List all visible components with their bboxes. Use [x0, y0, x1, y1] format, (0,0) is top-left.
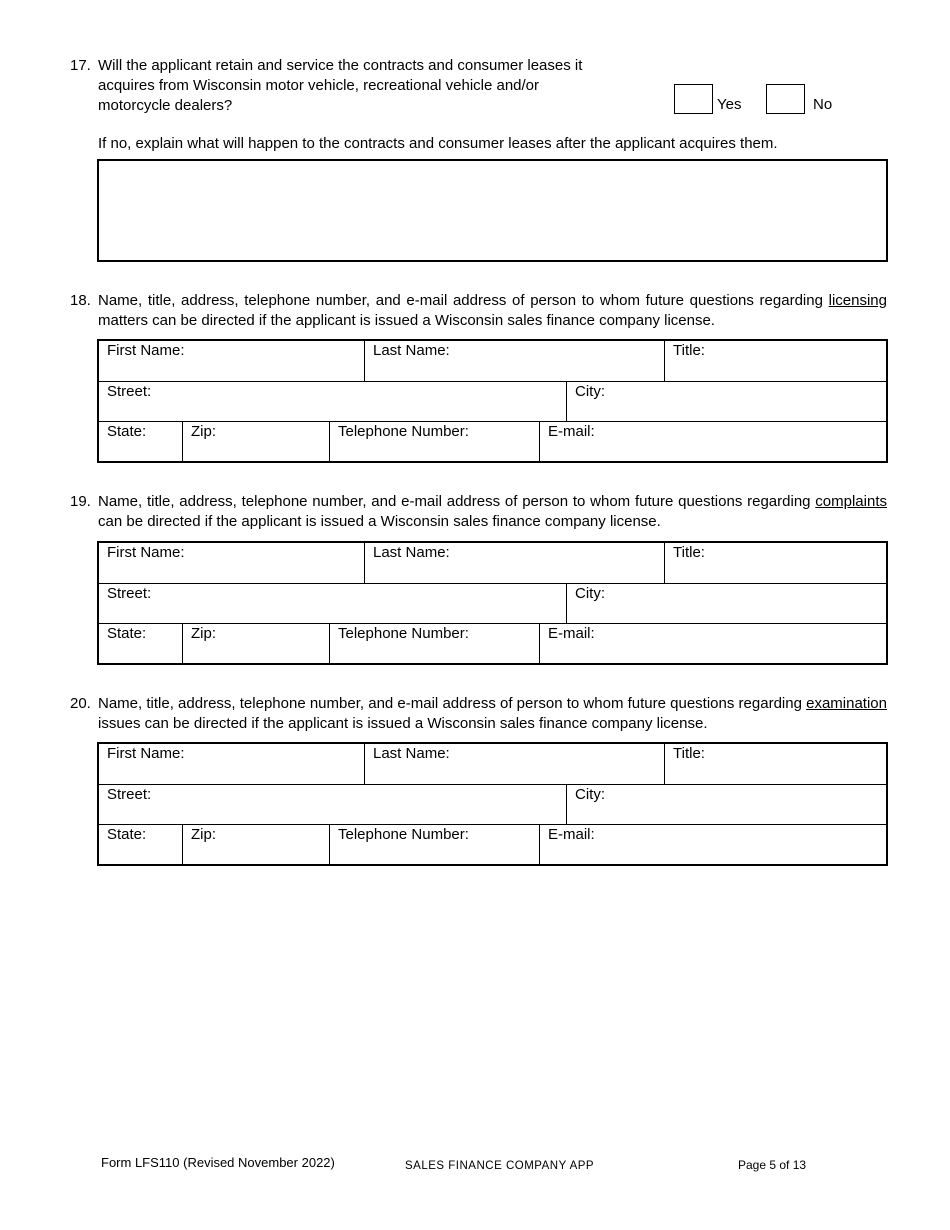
no-checkbox[interactable]: [766, 84, 805, 114]
telephone-field[interactable]: Telephone Number:: [329, 422, 539, 462]
city-field[interactable]: City:: [566, 785, 886, 825]
street-field[interactable]: Street:: [107, 383, 152, 400]
complaints-emphasis: complaints: [815, 493, 887, 510]
footer-page-number: Page 5 of 13: [738, 1158, 807, 1172]
title-field[interactable]: Title:: [664, 543, 886, 583]
email-field[interactable]: E-mail:: [539, 825, 886, 865]
question-20-text: Name, title, address, telephone number, and e-mail address of person to whom future questions regarding examination issues can be directed if the applicant is issued a Wisconsin sales finance company license.: [98, 695, 887, 732]
yes-label: Yes: [717, 96, 742, 113]
question-20-number: 20.: [70, 695, 91, 712]
question-18-number: 18.: [70, 292, 91, 309]
question-18-text: Name, title, address, telephone number, and e-mail address of person to whom future questions regarding licensing matters can be directed if the applicant is issued a Wisconsin sales finance company license.: [98, 292, 887, 329]
question-17-text: Will the applicant retain and service the contracts and consumer leases it acquires from Wisconsin motor vehicle, recreational vehicle and/or motorcycle dealers?: [98, 57, 583, 114]
footer-form-number: Form LFS110 (Revised November 2022): [101, 1155, 335, 1170]
email-field[interactable]: E-mail:: [539, 624, 886, 664]
zip-field[interactable]: Zip:: [182, 422, 329, 462]
email-field[interactable]: E-mail:: [539, 422, 886, 462]
state-field[interactable]: State:: [107, 423, 147, 440]
city-field[interactable]: City:: [566, 584, 886, 624]
title-field[interactable]: Title:: [664, 744, 886, 784]
first-name-field[interactable]: First Name:: [107, 342, 185, 359]
explanation-textarea[interactable]: [97, 159, 888, 262]
question-19-text: Name, title, address, telephone number, and e-mail address of person to whom future questions regarding complaints can be directed if the applicant is issued a Wisconsin sales finance company license.: [98, 493, 887, 530]
question-17-number: 17.: [70, 57, 91, 74]
first-name-field[interactable]: First Name:: [107, 544, 185, 561]
yes-checkbox[interactable]: [674, 84, 713, 114]
footer-title: SALES FINANCE COMPANY APP: [405, 1160, 595, 1172]
telephone-field[interactable]: Telephone Number:: [329, 825, 539, 865]
question-17-explain-prompt: If no, explain what will happen to the contracts and consumer leases after the applicant acquires them.: [98, 135, 778, 152]
no-label: No: [813, 96, 833, 113]
licensing-contact-table: [97, 339, 888, 463]
zip-field[interactable]: Zip:: [182, 825, 329, 865]
zip-field[interactable]: Zip:: [182, 624, 329, 664]
telephone-field[interactable]: Telephone Number:: [329, 624, 539, 664]
complaints-contact-table: [97, 541, 888, 665]
street-field[interactable]: Street:: [107, 585, 152, 602]
state-field[interactable]: State:: [107, 826, 147, 843]
first-name-field[interactable]: First Name:: [107, 745, 185, 762]
title-field[interactable]: Title:: [664, 341, 886, 381]
last-name-field[interactable]: Last Name:: [364, 744, 664, 784]
last-name-field[interactable]: Last Name:: [364, 543, 664, 583]
state-field[interactable]: State:: [107, 625, 147, 642]
examination-contact-table: [97, 742, 888, 866]
last-name-field[interactable]: Last Name:: [364, 341, 664, 381]
question-19-number: 19.: [70, 493, 91, 510]
city-field[interactable]: City:: [566, 382, 886, 422]
street-field[interactable]: Street:: [107, 786, 152, 803]
licensing-emphasis: licensing: [828, 292, 887, 309]
examination-emphasis: examination: [806, 695, 887, 712]
